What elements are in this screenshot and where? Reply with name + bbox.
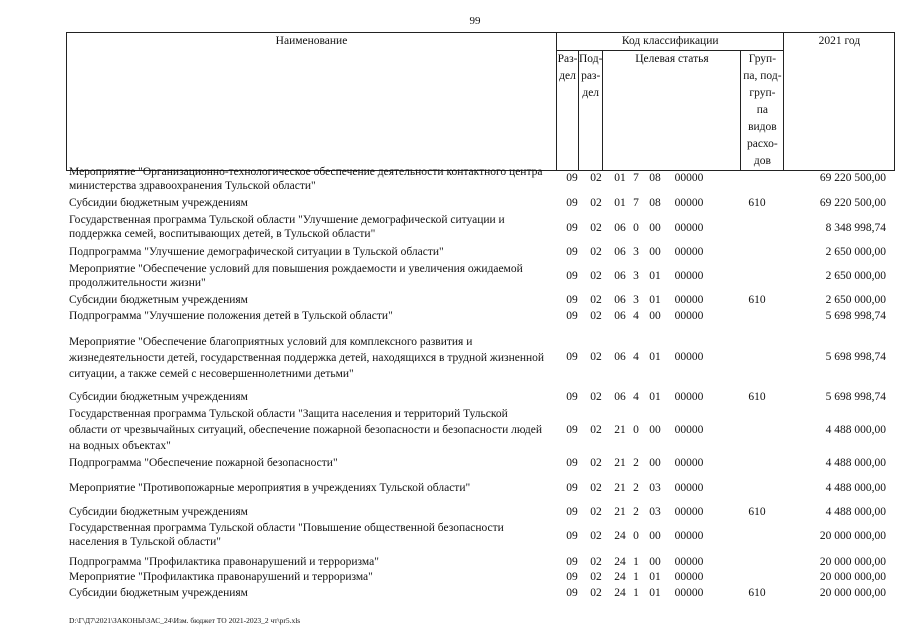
row-article-event: 01	[649, 270, 661, 282]
row-article-event: 00	[649, 457, 661, 469]
row-article-event: 00	[649, 556, 661, 568]
row-section: 09	[566, 571, 578, 583]
row-article-direction: 00000	[674, 391, 704, 403]
row-article-direction: 00000	[674, 222, 704, 234]
header-year: 2021 год	[784, 33, 895, 171]
row-article-direction: 00000	[674, 172, 704, 184]
row-amount: 2 650 000,00	[825, 270, 886, 282]
row-name: Подпрограмма "Профилактика правонарушений и терроризма"	[69, 556, 379, 568]
row-section: 09	[566, 246, 578, 258]
row-amount: 5 698 998,74	[825, 310, 886, 322]
row-article-subprogram: 3	[633, 246, 639, 258]
row-article-event: 00	[649, 222, 661, 234]
row-subsection: 02	[590, 270, 602, 282]
header-code: Код классификации	[557, 33, 784, 51]
row-name: Подпрограмма "Улучшение демографической ситуации в Тульской области"	[69, 246, 444, 258]
row-article-program: 24	[614, 530, 626, 542]
row-name: Мероприятие "Организационно-технологическое обеспечение деятельности контактного центра министерства здравоохранения Тульской области"	[69, 166, 543, 192]
row-amount: 4 488 000,00	[825, 457, 886, 469]
row-article-direction: 00000	[674, 294, 704, 306]
row-amount: 20 000 000,00	[819, 530, 886, 542]
row-article-event: 03	[649, 482, 661, 494]
row-section: 09	[566, 197, 578, 209]
row-article-program: 24	[614, 556, 626, 568]
row-article-subprogram: 1	[633, 556, 639, 568]
row-section: 09	[566, 530, 578, 542]
row-article-direction: 00000	[674, 556, 704, 568]
row-group: 610	[748, 587, 766, 599]
row-name: Субсидии бюджетным учреждениям	[69, 294, 248, 306]
row-section: 09	[566, 270, 578, 282]
row-group: 610	[748, 197, 766, 209]
row-subsection: 02	[590, 391, 602, 403]
row-article-direction: 00000	[674, 197, 704, 209]
row-section: 09	[566, 294, 578, 306]
row-article-event: 08	[649, 197, 661, 209]
row-article-subprogram: 3	[633, 294, 639, 306]
row-section: 09	[566, 506, 578, 518]
row-article-direction: 00000	[674, 587, 704, 599]
row-article-event: 01	[649, 294, 661, 306]
row-article-subprogram: 4	[633, 391, 639, 403]
row-article-program: 06	[614, 270, 626, 282]
row-article-direction: 00000	[674, 246, 704, 258]
row-amount: 5 698 998,74	[825, 391, 886, 403]
row-article-program: 06	[614, 351, 626, 363]
row-article-subprogram: 2	[633, 457, 639, 469]
row-name: Подпрограмма "Улучшение положения детей в Тульской области"	[69, 310, 393, 322]
row-name: Государственная программа Тульской области "Повышение общественной безопасности населения в Тульской области"	[69, 522, 504, 548]
row-article-event: 01	[649, 391, 661, 403]
row-subsection: 02	[590, 294, 602, 306]
row-section: 09	[566, 310, 578, 322]
row-article-event: 00	[649, 246, 661, 258]
row-amount: 20 000 000,00	[819, 571, 886, 583]
row-subsection: 02	[590, 246, 602, 258]
row-section: 09	[566, 172, 578, 184]
row-article-direction: 00000	[674, 270, 704, 282]
row-subsection: 02	[590, 351, 602, 363]
row-article-program: 06	[614, 222, 626, 234]
row-article-direction: 00000	[674, 424, 704, 436]
row-article-subprogram: 0	[633, 424, 639, 436]
row-subsection: 02	[590, 457, 602, 469]
header-name: Наименование	[67, 33, 557, 171]
row-section: 09	[566, 482, 578, 494]
row-article-event: 03	[649, 506, 661, 518]
row-group: 610	[748, 506, 766, 518]
row-article-program: 21	[614, 506, 626, 518]
row-article-direction: 00000	[674, 530, 704, 542]
row-article-event: 08	[649, 172, 661, 184]
row-article-event: 01	[649, 571, 661, 583]
row-article-event: 00	[649, 310, 661, 322]
header-section: Раз- дел	[557, 51, 579, 171]
row-name: Мероприятие "Противопожарные мероприятия в учреждениях Тульской области"	[69, 482, 471, 494]
row-name: Мероприятие "Обеспечение условий для повышения рождаемости и увеличения ожидаемой продолжительности жизни"	[69, 263, 523, 289]
row-name: Субсидии бюджетным учреждениям	[69, 587, 248, 599]
row-amount: 4 488 000,00	[825, 424, 886, 436]
row-article-direction: 00000	[674, 571, 704, 583]
row-article-subprogram: 1	[633, 571, 639, 583]
row-name: Мероприятие "Профилактика правонарушений и терроризма"	[69, 571, 373, 583]
row-article-program: 21	[614, 457, 626, 469]
row-article-program: 24	[614, 587, 626, 599]
row-article-direction: 00000	[674, 351, 704, 363]
row-article-direction: 00000	[674, 506, 704, 518]
row-article-subprogram: 7	[633, 197, 639, 209]
row-article-direction: 00000	[674, 457, 704, 469]
row-section: 09	[566, 587, 578, 599]
row-article-subprogram: 2	[633, 482, 639, 494]
row-subsection: 02	[590, 424, 602, 436]
row-article-subprogram: 1	[633, 587, 639, 599]
row-name: Государственная программа Тульской области "Защита населения и территорий Тульской области от чрезвычайных ситуаций, обеспечение пожарной безопасности и безопасности людей на водных объектах"	[69, 408, 542, 452]
row-article-program: 01	[614, 197, 626, 209]
row-article-event: 01	[649, 351, 661, 363]
page-number: 99	[469, 15, 481, 27]
row-name: Субсидии бюджетным учреждениям	[69, 391, 248, 403]
row-amount: 4 488 000,00	[825, 506, 886, 518]
row-name: Субсидии бюджетным учреждениям	[69, 506, 248, 518]
row-amount: 5 698 998,74	[825, 351, 886, 363]
row-group: 610	[748, 294, 766, 306]
row-article-event: 00	[649, 424, 661, 436]
row-name: Подпрограмма "Обеспечение пожарной безопасности"	[69, 457, 338, 469]
row-article-subprogram: 0	[633, 222, 639, 234]
row-article-program: 21	[614, 482, 626, 494]
row-group: 610	[748, 391, 766, 403]
row-article-subprogram: 3	[633, 270, 639, 282]
row-article-program: 06	[614, 310, 626, 322]
row-article-subprogram: 4	[633, 310, 639, 322]
row-amount: 20 000 000,00	[819, 587, 886, 599]
row-article-event: 01	[649, 587, 661, 599]
row-section: 09	[566, 222, 578, 234]
row-article-subprogram: 4	[633, 351, 639, 363]
row-amount: 69 220 500,00	[819, 172, 886, 184]
row-article-program: 24	[614, 571, 626, 583]
row-article-subprogram: 7	[633, 172, 639, 184]
row-article-program: 06	[614, 294, 626, 306]
row-amount: 2 650 000,00	[825, 294, 886, 306]
row-name: Мероприятие "Обеспечение благоприятных условий для комплексного развития и жизнедеятельности детей, государственная поддержка детей, находящихся в трудной жизненной ситуации, а также семей с несовершеннолетними детьми"	[69, 336, 545, 380]
row-article-subprogram: 0	[633, 530, 639, 542]
row-section: 09	[566, 391, 578, 403]
row-article-direction: 00000	[674, 310, 704, 322]
row-article-subprogram: 2	[633, 506, 639, 518]
row-subsection: 02	[590, 172, 602, 184]
row-section: 09	[566, 424, 578, 436]
row-amount: 69 220 500,00	[819, 197, 886, 209]
row-subsection: 02	[590, 530, 602, 542]
row-article-direction: 00000	[674, 482, 704, 494]
row-article-program: 06	[614, 246, 626, 258]
row-section: 09	[566, 351, 578, 363]
row-subsection: 02	[590, 197, 602, 209]
row-subsection: 02	[590, 482, 602, 494]
row-subsection: 02	[590, 587, 602, 599]
row-name: Субсидии бюджетным учреждениям	[69, 197, 248, 209]
row-amount: 4 488 000,00	[825, 482, 886, 494]
row-name: Государственная программа Тульской области "Улучшение демографической ситуации и поддержка семей, воспитывающих детей, в Тульской области"	[69, 214, 505, 240]
row-article-program: 21	[614, 424, 626, 436]
row-amount: 20 000 000,00	[819, 556, 886, 568]
row-section: 09	[566, 556, 578, 568]
row-article-program: 01	[614, 172, 626, 184]
row-subsection: 02	[590, 571, 602, 583]
row-article-event: 00	[649, 530, 661, 542]
row-subsection: 02	[590, 506, 602, 518]
row-subsection: 02	[590, 222, 602, 234]
row-article-program: 06	[614, 391, 626, 403]
row-amount: 8 348 998,74	[825, 222, 886, 234]
header-group: Груп- па, под- груп- па видов расхо- дов	[741, 51, 784, 171]
file-path-footer: D:\Г\Д7\2021\ЗАКОНЫ\ЗАС_24\Изм. бюджет ТО 2021-2023_2 чт\pr5.xls	[69, 616, 301, 625]
header-subsection: Под- раз- дел	[579, 51, 603, 171]
row-amount: 2 650 000,00	[825, 246, 886, 258]
row-section: 09	[566, 457, 578, 469]
row-subsection: 02	[590, 556, 602, 568]
row-subsection: 02	[590, 310, 602, 322]
header-target-article: Целевая статья	[603, 51, 741, 171]
